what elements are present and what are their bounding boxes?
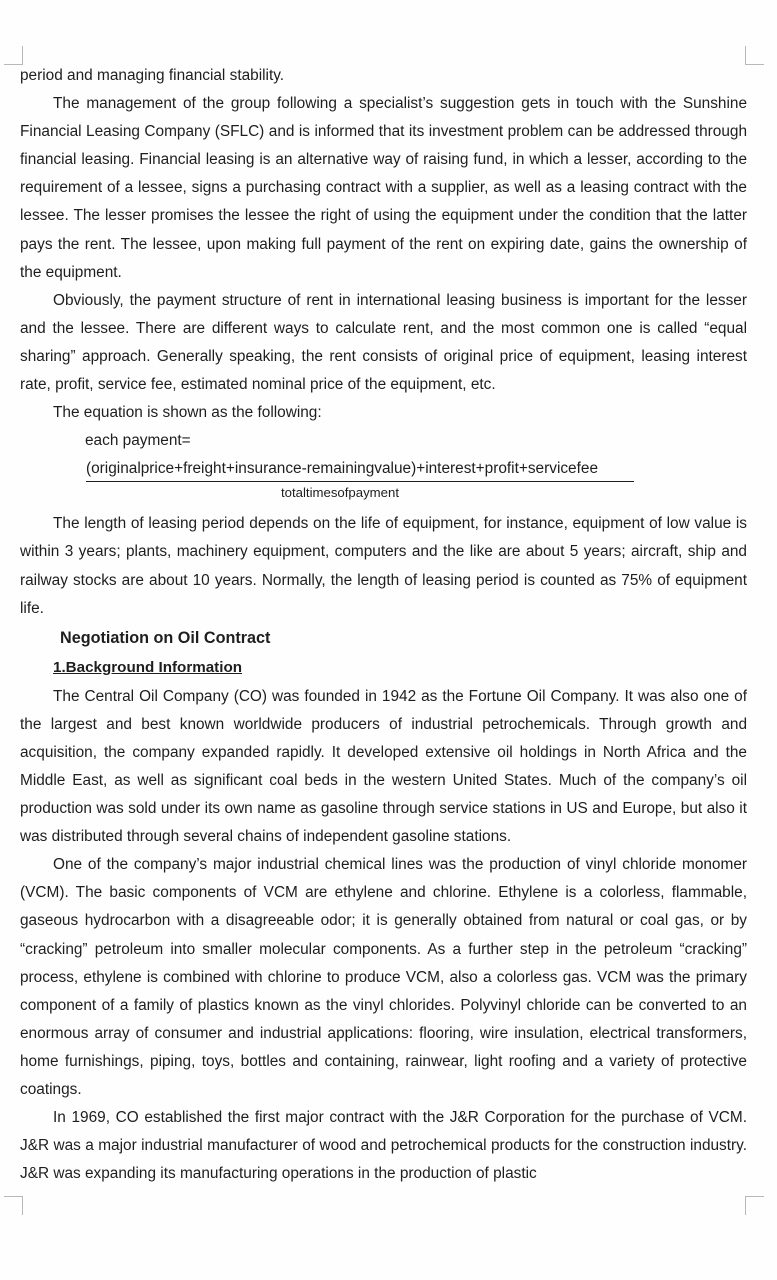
crop-mark-bottom-left <box>4 1196 23 1215</box>
paragraph-payment-structure: Obviously, the payment structure of rent in international leasing business is important for the lesser and the lessee. There are different ways to calculate rent, and the most common one is called “equal sharing” approach. Generally speaking, the rent consists of original price of equipment, leasing interest rate, profit, service fee, estimated nominal price of the equipment, etc. <box>20 291 747 394</box>
paragraph-leasing-period: The length of leasing period depends on the life of equipment, for instance, equipment of low value is within 3 years; plants, machinery equipment, computers and the like are about 5 years; aircraft, ship and railway stocks are about 10 years. Normally, the length of leasing period is counted as 75% of equipment life. <box>20 515 747 617</box>
crop-mark-bottom-right <box>745 1196 764 1215</box>
section-title: Negotiation on Oil Contract <box>60 628 271 647</box>
sub-heading <box>20 653 747 683</box>
paragraph-equation-intro: The equation is shown as the following: <box>53 404 322 422</box>
sub-heading-text: 1.Background Information <box>53 658 243 676</box>
paragraph-financial-leasing: The management of the group following a specialist’s suggestion gets in touch with the Sunshine Financial Leasing Company (SFLC) and is informed that its investment problem can be addressed through financial leasing. Financial leasing is an alternative way of raising fund, in which a lesser, according to the requirement of a lessee, signs a purchasing contract with a supplier, as well as a leasing contract with the lessee. The lesser promises the lessee the right of using the equipment under the condition that the latter pays the rent. The lessee, upon making full payment of the rent on expiring date, gains the ownership of the equipment. <box>20 95 747 281</box>
equation-numerator: (originalprice+freight+insurance-remainingvalue)+interest+profit+servicefee <box>86 455 634 482</box>
paragraph-central-oil: The Central Oil Company (CO) was founded in 1942 as the Fortune Oil Company. It was also one of the largest and best known worldwide producers of industrial petrochemicals. Through growth and acquisition, the company expanded rapidly. It developed extensive oil holdings in North Africa and the Middle East, as well as significant coal beds in the western United States. Much of the company’s oil production was sold under its own name as gasoline through service stations in US and Europe, but also it was distributed through several chains of independent gasoline stations. <box>20 687 747 846</box>
paragraph-jr-contract: In 1969, CO established the first major contract with the J&R Corporation for the purchase of VCM. J&R was a major industrial manufacturer of wood and petrochemical products for the construction industry. J&R was expanding its manufacturing operations in the production of plastic <box>20 1109 747 1183</box>
equation-label: each payment= <box>85 432 191 450</box>
equation-denominator: totaltimesofpayment <box>280 485 399 501</box>
paragraph-vcm: One of the company’s major industrial chemical lines was the production of vinyl chloride monomer (VCM). The basic components of VCM are ethylene and chlorine. Ethylene is a colorless, flammable, gaseous hydrocarbon with a disagreeable odor; it is generally obtained from natural or coal gas, or by “cracking” petroleum into smaller molecular components. As a further step in the petroleum “cracking” process, ethylene is combined with chlorine to produce VCM, also a colorless gas. VCM was the primary component of a family of plastics known as the vinyl chlorides. Polyvinyl chloride can be converted to an enormous array of consumer and industrial applications: flooring, wire insulation, electrical transformers, home furnishings, piping, toys, bottles and containing, rainwear, light roofing and a variety of protective coatings. <box>20 856 747 1098</box>
document-body <box>20 62 747 1188</box>
paragraph-continuation: period and managing financial stability. <box>20 67 285 84</box>
crop-mark-top-right <box>745 46 764 65</box>
equation-fraction <box>86 455 634 504</box>
